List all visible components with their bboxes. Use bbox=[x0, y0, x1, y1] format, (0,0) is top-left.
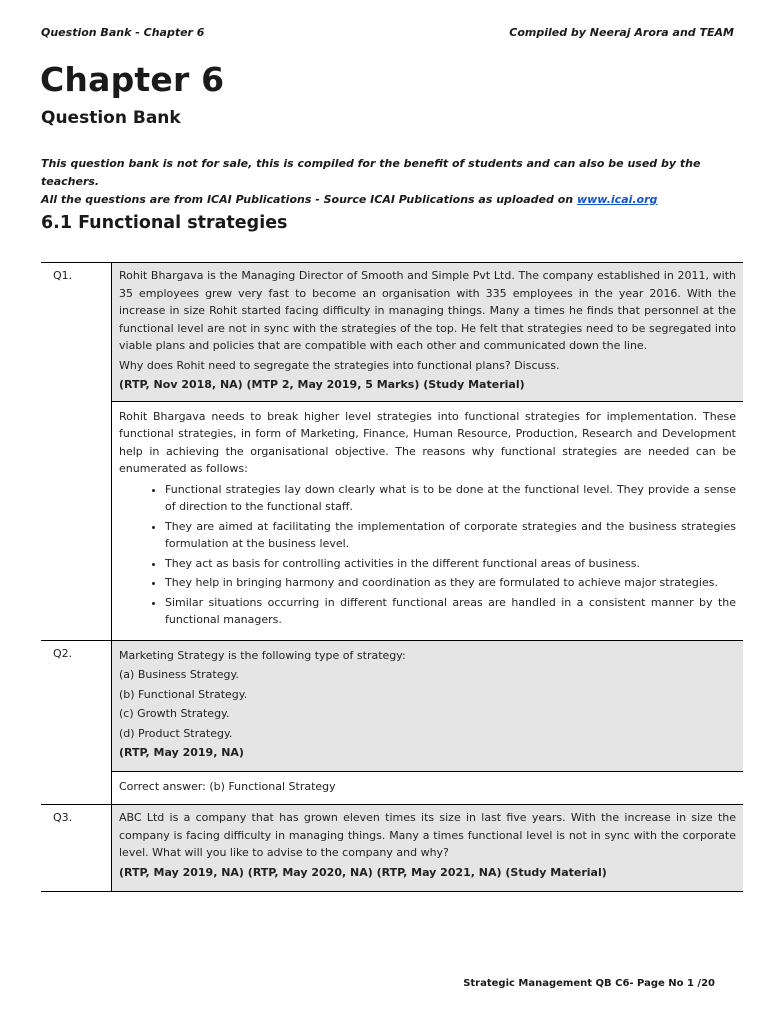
list-item: • Similar situations occurring in different functional areas are handled in a consistent manner by the functional managers. bbox=[165, 594, 736, 629]
icai-link[interactable]: www.icai.org bbox=[576, 193, 658, 206]
question-number: Q1. bbox=[41, 263, 112, 641]
question-cell bbox=[112, 263, 744, 402]
table-row bbox=[41, 401, 743, 640]
list-item: • They help in bringing harmony and coordination as they are formulated to achieve major strategies. bbox=[165, 574, 736, 592]
table-row bbox=[41, 805, 743, 892]
question-prompt: ABC Ltd is a company that has grown eleven times its size in last five years. With the increase in size the company is facing difficulty in managing things. Many a times functional level is not in sync with the corporate level. What will you like to advise to the company and why? bbox=[119, 811, 736, 859]
question-number: Q3. bbox=[41, 805, 112, 892]
table-row bbox=[41, 771, 743, 805]
question-prompt: Marketing Strategy is the following type of strategy: bbox=[119, 648, 406, 662]
question-table bbox=[41, 262, 743, 892]
page-subtitle: Question Bank bbox=[41, 108, 181, 128]
question-prompt: Why does Rohit need to segregate the strategies into functional plans? Discuss. bbox=[119, 358, 560, 372]
question-source: (RTP, May 2019, NA) (RTP, May 2020, NA) (RTP, May 2021, NA) (Study Material) bbox=[119, 865, 607, 879]
disclaimer bbox=[41, 155, 751, 209]
disclaimer-line-2-text: All the questions are from ICAI Publications - Source ICAI Publications as uploaded on bbox=[41, 193, 577, 206]
question-source: (RTP, Nov 2018, NA) (MTP 2, May 2019, 5 Marks) (Study Material) bbox=[119, 378, 525, 391]
option-d: (d) Product Strategy. bbox=[119, 726, 233, 740]
list-item: • Functional strategies lay down clearly what is to be done at the functional level. They provide a sense of direction to the functional staff. bbox=[165, 481, 736, 516]
disclaimer-line-2 bbox=[41, 191, 751, 209]
option-c: (c) Growth Strategy. bbox=[119, 707, 230, 720]
table-row bbox=[41, 640, 743, 771]
answer-intro: Rohit Bhargava needs to break higher level strategies into functional strategies for implementation. These functional strategies, in form of Marketing, Finance, Human Resource, Production, Research and Development help in achieving the organisational objective. The reasons why functional strategies are needed can be enumerated as follows: bbox=[119, 409, 736, 475]
disclaimer-line-1: This question bank is not for sale, this is compiled for the benefit of students and can also be used by the teachers. bbox=[41, 157, 701, 188]
answer-cell bbox=[112, 401, 744, 640]
list-item: • They act as basis for controlling activities in the different functional areas of business. bbox=[165, 555, 736, 573]
header-left: Question Bank - Chapter 6 bbox=[41, 26, 205, 39]
question-cell bbox=[112, 805, 744, 892]
answer-bullet-list bbox=[119, 481, 736, 629]
table-row bbox=[41, 263, 743, 402]
option-b: (b) Functional Strategy. bbox=[119, 687, 248, 701]
question-number: Q2. bbox=[41, 640, 112, 805]
section-title: 6.1 Functional strategies bbox=[41, 213, 288, 233]
question-cell bbox=[112, 640, 744, 771]
question-text: Rohit Bhargava is the Managing Director of Smooth and Simple Pvt Ltd. The company established in 2011, with 35 employees grew very fast to become an organisation with 335 employees in the year 2016. With the increase in size Rohit started facing difficulty in managing things. Many a times he finds that personnel at the functional level are not in sync with the strategies of the top. He felt that strategies need to be segregated into viable plans and policies that are compatible with each other and communicated down the line. bbox=[119, 269, 736, 352]
answer-cell: Correct answer: (b) Functional Strategy bbox=[112, 771, 744, 805]
option-a: (a) Business Strategy. bbox=[119, 668, 239, 681]
header-right: Compiled by Neeraj Arora and TEAM bbox=[509, 26, 734, 39]
page-title: Chapter 6 bbox=[40, 60, 225, 99]
question-source: (RTP, May 2019, NA) bbox=[119, 746, 244, 759]
page-footer: Strategic Management QB C6- Page No 1 /20 bbox=[463, 978, 715, 989]
list-item: • They are aimed at facilitating the implementation of corporate strategies and the business strategies formulation at the business level. bbox=[165, 518, 736, 553]
